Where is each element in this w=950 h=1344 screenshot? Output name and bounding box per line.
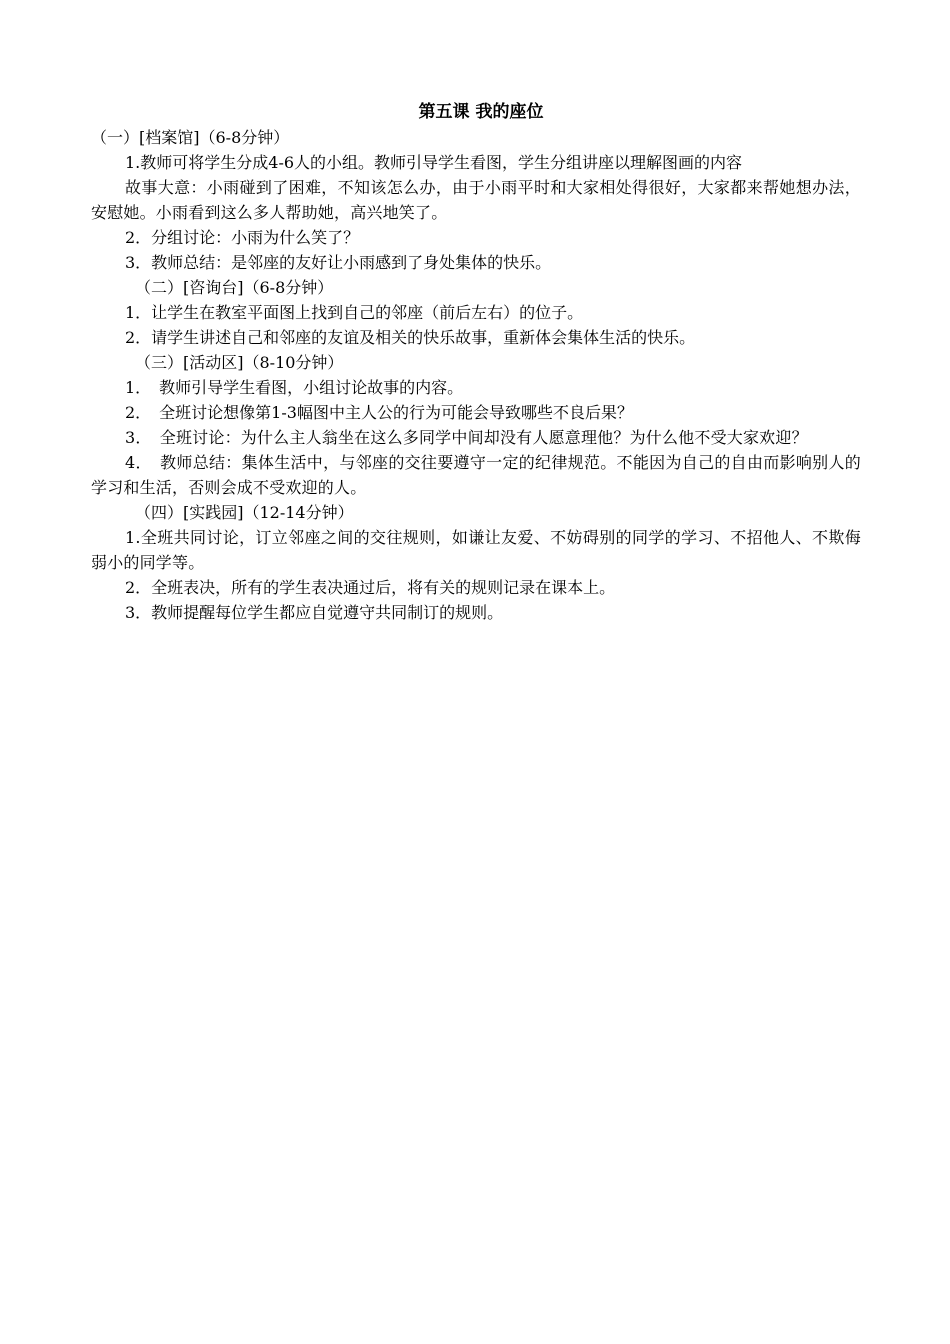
section-4-item-3: 3．教师提醒每位学生都应自觉遵守共同制订的规则。 [125,603,504,622]
section-3-item-4: 4． 教师总结：集体生活中，与邻座的交往要遵守一定的纪律规范。不能因为自己的自由而影响别人的学习和生活，否则会成不受欢迎的人。 [91,453,861,497]
section-1-story: 故事大意：小雨碰到了困难，不知该怎么办，由于小雨平时和大家相处得很好，大家都来帮她想办法，安慰她。小雨看到这么多人帮助她，高兴地笑了。 [91,178,861,222]
section-2-item-1: 1．让学生在教室平面图上找到自己的邻座（前后左右）的位子。 [125,303,584,322]
section-1-item-3: 3．教师总结：是邻座的友好让小雨感到了身处集体的快乐。 [125,253,552,272]
section-4-heading: （四）[实践园]（12-14分钟） [135,503,354,522]
document-title: 第五课 我的座位 [418,102,544,122]
section-3-item-3: 3． 全班讨论：为什么主人翁坐在这么多同学中间却没有人愿意理他？为什么他不受大家欢迎？ [125,428,808,447]
section-1-item-1: 1.教师可将学生分成4-6人的小组。教师引导学生看图，学生分组讲座以理解图画的内容 [125,153,743,172]
section-3-item-1: 1． 教师引导学生看图，小组讨论故事的内容。 [125,378,464,397]
section-4-item-1: 1.全班共同讨论，订立邻座之间的交往规则，如谦让友爱、不妨碍别的同学的学习、不招他人、不欺侮弱小的同学等。 [91,528,861,572]
section-2-item-2: 2．请学生讲述自己和邻座的友谊及相关的快乐故事，重新体会集体生活的快乐。 [125,328,696,347]
section-3-item-2: 2． 全班讨论想像第1-3幅图中主人公的行为可能会导致哪些不良后果？ [125,403,633,422]
section-2-heading: （二）[咨询台]（6-8分钟） [135,278,334,297]
section-4-item-2: 2．全班表决，所有的学生表决通过后，将有关的规则记录在课本上。 [125,578,616,597]
document-page [91,99,861,625]
section-3-heading: （三）[活动区]（8-10分钟） [135,353,344,372]
section-1-item-2: 2．分组讨论：小雨为什么笑了？ [125,228,360,247]
section-1-heading: （一）[档案馆]（6-8分钟） [91,128,290,147]
